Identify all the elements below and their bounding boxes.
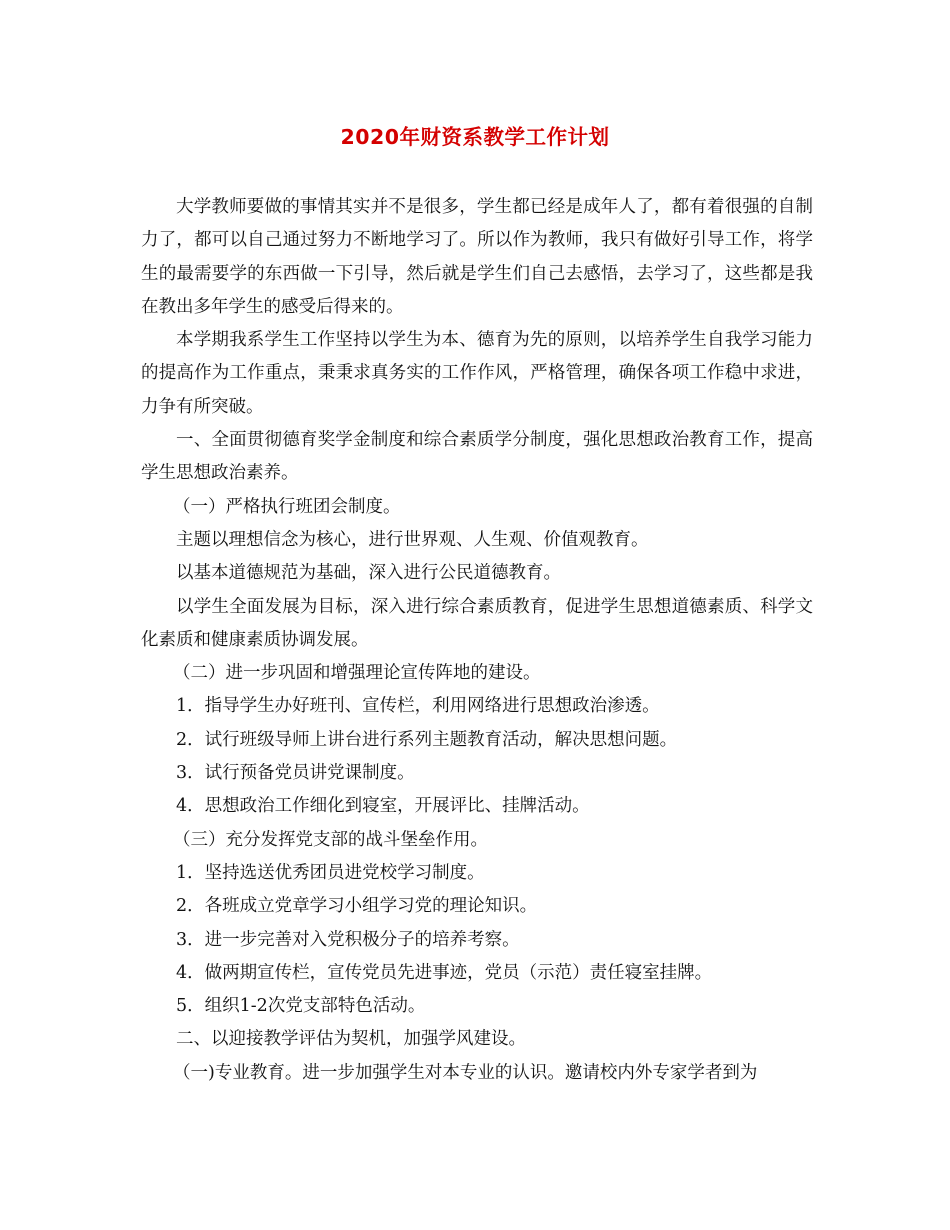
subsection-heading-1-1: （一）严格执行班团会制度。: [173, 496, 401, 517]
paragraph-intro: 大学教师要做的事情其实并不是很多，学生都已经是成年人了，都有着很强的自制力了，都可以自己通过努力不断地学习了。所以作为教师，我只有做好引导工作，将学生的最需要学的东西做一下引导，然后就是学生们自己去感悟，去学习了，这些都是我在教出多年学生的感受后得来的。: [141, 197, 813, 317]
list-item: 4．思想政治工作细化到寝室，开展评比、挂牌活动。: [176, 796, 590, 817]
paragraph-item: 以基本道德规范为基础，深入进行公民道德教育。: [176, 563, 561, 584]
paragraph-item: 主题以理想信念为核心，进行世界观、人生观、价值观教育。: [176, 529, 649, 550]
list-item: 3．进一步完善对入党积极分子的培养考察。: [176, 929, 520, 950]
paragraph-item: 以学生全面发展为目标，深入进行综合素质教育，促进学生思想道德素质、科学文化素质和健康素质协调发展。: [141, 596, 813, 650]
list-item: 2．各班成立党章学习小组学习党的理论知识。: [176, 896, 538, 917]
document-body: [141, 191, 813, 1090]
section-heading-2: 二、以迎接教学评估为契机，加强学风建设。: [176, 1029, 526, 1050]
subsection-heading-2-1: （一)专业教育。进一步加强学生对本专业的认识。邀请校内外专家学者到为: [173, 1062, 758, 1083]
document-title: 2020年财资系教学工作计划: [340, 125, 610, 149]
list-item: 1．坚持选送优秀团员进党校学习制度。: [176, 862, 485, 883]
list-item: 2．试行班级导师上讲台进行系列主题教育活动，解决思想问题。: [176, 729, 678, 750]
list-item: 5．组织1-2次党支部特色活动。: [176, 996, 426, 1017]
list-item: 4．做两期宣传栏，宣传党员先进事迹，党员（示范）责任寝室挂牌。: [176, 962, 713, 983]
section-heading-1: 一、全面贯彻德育奖学金制度和综合素质学分制度，强化思想政治教育工作，提高学生思想政治素养。: [141, 430, 813, 484]
paragraph-principle: 本学期我系学生工作坚持以学生为本、德育为先的原则，以培养学生自我学习能力的提高作为工作重点，秉秉求真务实的工作作风，严格管理，确保各项工作稳中求进，力争有所突破。: [141, 330, 813, 417]
subsection-heading-1-3: （三）充分发挥党支部的战斗堡垒作用。: [173, 829, 488, 850]
list-item: 1．指导学生办好班刊、宣传栏，利用网络进行思想政治渗透。: [176, 696, 660, 717]
list-item: 3．试行预备党员讲党课制度。: [176, 763, 415, 784]
subsection-heading-1-2: （二）进一步巩固和增强理论宣传阵地的建设。: [173, 663, 541, 684]
